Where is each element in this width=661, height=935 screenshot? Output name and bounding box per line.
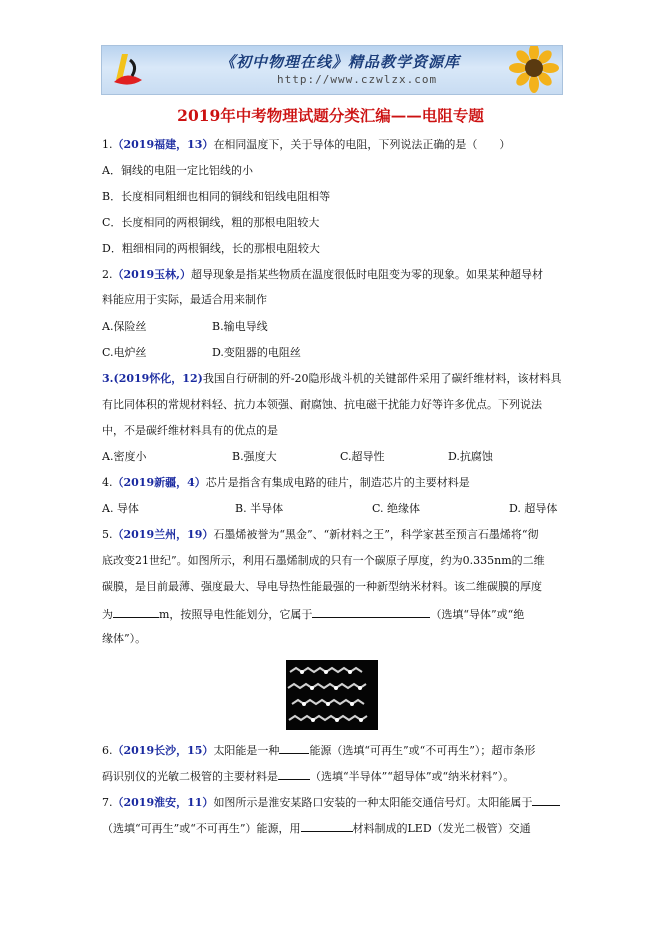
q2-text-2: 料能应用于实际，最适合用来制作 — [102, 293, 267, 306]
q2-text-1: 超导现象是指某些物质在温度很低时电阻变为零的现象。如果某种超导材 — [190, 268, 543, 281]
q4-option-b: B. 半导体 — [235, 502, 284, 515]
q7-text-2 — [102, 820, 531, 836]
q5-text-5: 缘体”）。 — [102, 632, 147, 645]
q6-blank-1[interactable] — [279, 742, 309, 754]
q6-blank-2[interactable] — [278, 768, 310, 780]
q7-number: 7. — [102, 796, 113, 809]
q3-source: 3.(2019怀化，12) — [102, 372, 203, 385]
q3-text-2: 有比同体积的常规材料轻、抗力本领强、耐腐蚀、抗电磁干扰能力好等许多优点。下列说法 — [102, 398, 542, 411]
q3-option-c: C.超导性 — [340, 450, 385, 463]
q1-option-b: B．长度相同粗细也相同的铜线和铝线电阻相等 — [102, 190, 331, 203]
q7-text-2b: 材料制成的LED（发光二极管）交通 — [352, 822, 531, 835]
q7-blank-1[interactable] — [532, 794, 560, 806]
q4-option-c: C. 绝缘体 — [372, 502, 421, 515]
q2-option-b: B.输电导线 — [212, 320, 268, 333]
q4-text: 芯片是指含有集成电路的硅片，制造芯片的主要材料是 — [205, 476, 470, 489]
q4-option-a: A. 导体 — [102, 502, 139, 515]
q2-number: 2. — [102, 268, 113, 281]
graphene-image — [286, 660, 378, 730]
q5-blank-1[interactable] — [113, 606, 159, 618]
document-title: 2019年中考物理试题分类汇编——电阻专题 — [177, 106, 484, 125]
q6-text-1b: 能源（选填“可再生”或“不可再生”）；超市条形 — [309, 744, 536, 757]
q5-text-4 — [102, 606, 524, 622]
q6-text-2 — [102, 768, 514, 784]
q2-option-a: A.保险丝 — [102, 320, 147, 333]
q6-stem — [102, 742, 535, 758]
q4-stem — [102, 476, 470, 490]
q5-text-1: 石墨烯被誉为“黑金”、“新材料之王”，科学家甚至预言石墨烯将“彻 — [213, 528, 539, 541]
q6-text-2a: 码识别仪的光敏二极管的主要材料是 — [102, 770, 278, 783]
q4-option-d: D. 超导体 — [509, 502, 558, 515]
sunflower-icon — [498, 46, 560, 94]
q5-number: 5. — [102, 528, 113, 541]
q7-blank-2[interactable] — [301, 820, 353, 832]
q3-option-d: D.抗腐蚀 — [448, 450, 493, 463]
q3-text-1: 我国自行研制的歼-20隐形战斗机的关键部件采用了碳纤维材料，该材料具 — [202, 372, 562, 385]
q1-text: 在相同温度下，关于导体的电阻，下列说法正确的是（ ） — [213, 138, 511, 151]
banner-title: 《初中物理在线》精品教学资源库 — [220, 53, 461, 71]
q3-text-3: 中，不是碳纤维材料具有的优点的是 — [102, 424, 278, 437]
q1-option-a: A．铜线的电阻一定比铝线的小 — [102, 164, 253, 177]
q1-option-c: C．长度相同的两根铜线，粗的那根电阻较大 — [102, 216, 320, 229]
q3-stem — [102, 372, 562, 386]
q2-source: （2019玉林,） — [112, 268, 191, 281]
q5-source: （2019兰州，19） — [112, 528, 214, 541]
header-banner — [101, 45, 563, 95]
q3-option-a: A.密度小 — [102, 450, 147, 463]
q2-option-d: D.变阻器的电阻丝 — [212, 346, 301, 359]
q1-stem — [102, 138, 510, 152]
q5-text-4b: m，按照导电性能划分，它属于 — [159, 608, 313, 621]
q2-option-c: C.电炉丝 — [102, 346, 147, 359]
q7-text-1: 如图所示是淮安某路口安装的一种太阳能交通信号灯。太阳能属于 — [213, 796, 533, 809]
q7-text-2a: （选填“可再生”或“不可再生”）能源，用 — [102, 822, 301, 835]
q6-text-1a: 太阳能是一种 — [213, 744, 280, 757]
q1-option-d: D．粗细相同的两根铜线，长的那根电阻较大 — [102, 242, 320, 255]
q3-option-b: B.强度大 — [232, 450, 277, 463]
q5-blank-2[interactable] — [312, 606, 430, 618]
q5-stem — [102, 528, 539, 542]
q4-number: 4. — [102, 476, 113, 489]
q6-source: （2019长沙，15） — [112, 744, 214, 757]
banner-url: http://www.czwlzx.com — [277, 73, 438, 86]
q1-number: 1. — [102, 138, 113, 151]
q1-source: （2019福建，13） — [112, 138, 214, 151]
q2-stem — [102, 268, 543, 282]
q7-source: （2019淮安，11） — [112, 796, 214, 809]
q5-text-3: 碳膜，是目前最薄、强度最大、导电导热性能最强的一种新型纳米材料。该二维碳膜的厚度 — [102, 580, 542, 593]
q4-source: （2019新疆，4） — [112, 476, 206, 489]
q5-text-4a: 为 — [102, 608, 113, 621]
q5-text-2: 底改变21世纪”。如图所示，利用石墨烯制成的只有一个碳原子厚度，约为0.335nm的二维 — [102, 554, 545, 567]
q5-text-4c: （选填“导体”或“绝 — [430, 608, 525, 621]
site-logo-icon — [108, 50, 148, 90]
q6-number: 6. — [102, 744, 113, 757]
q7-stem — [102, 794, 560, 810]
q6-text-2b: （选填“半导体”“超导体”或“纳米材料”）。 — [310, 770, 515, 783]
